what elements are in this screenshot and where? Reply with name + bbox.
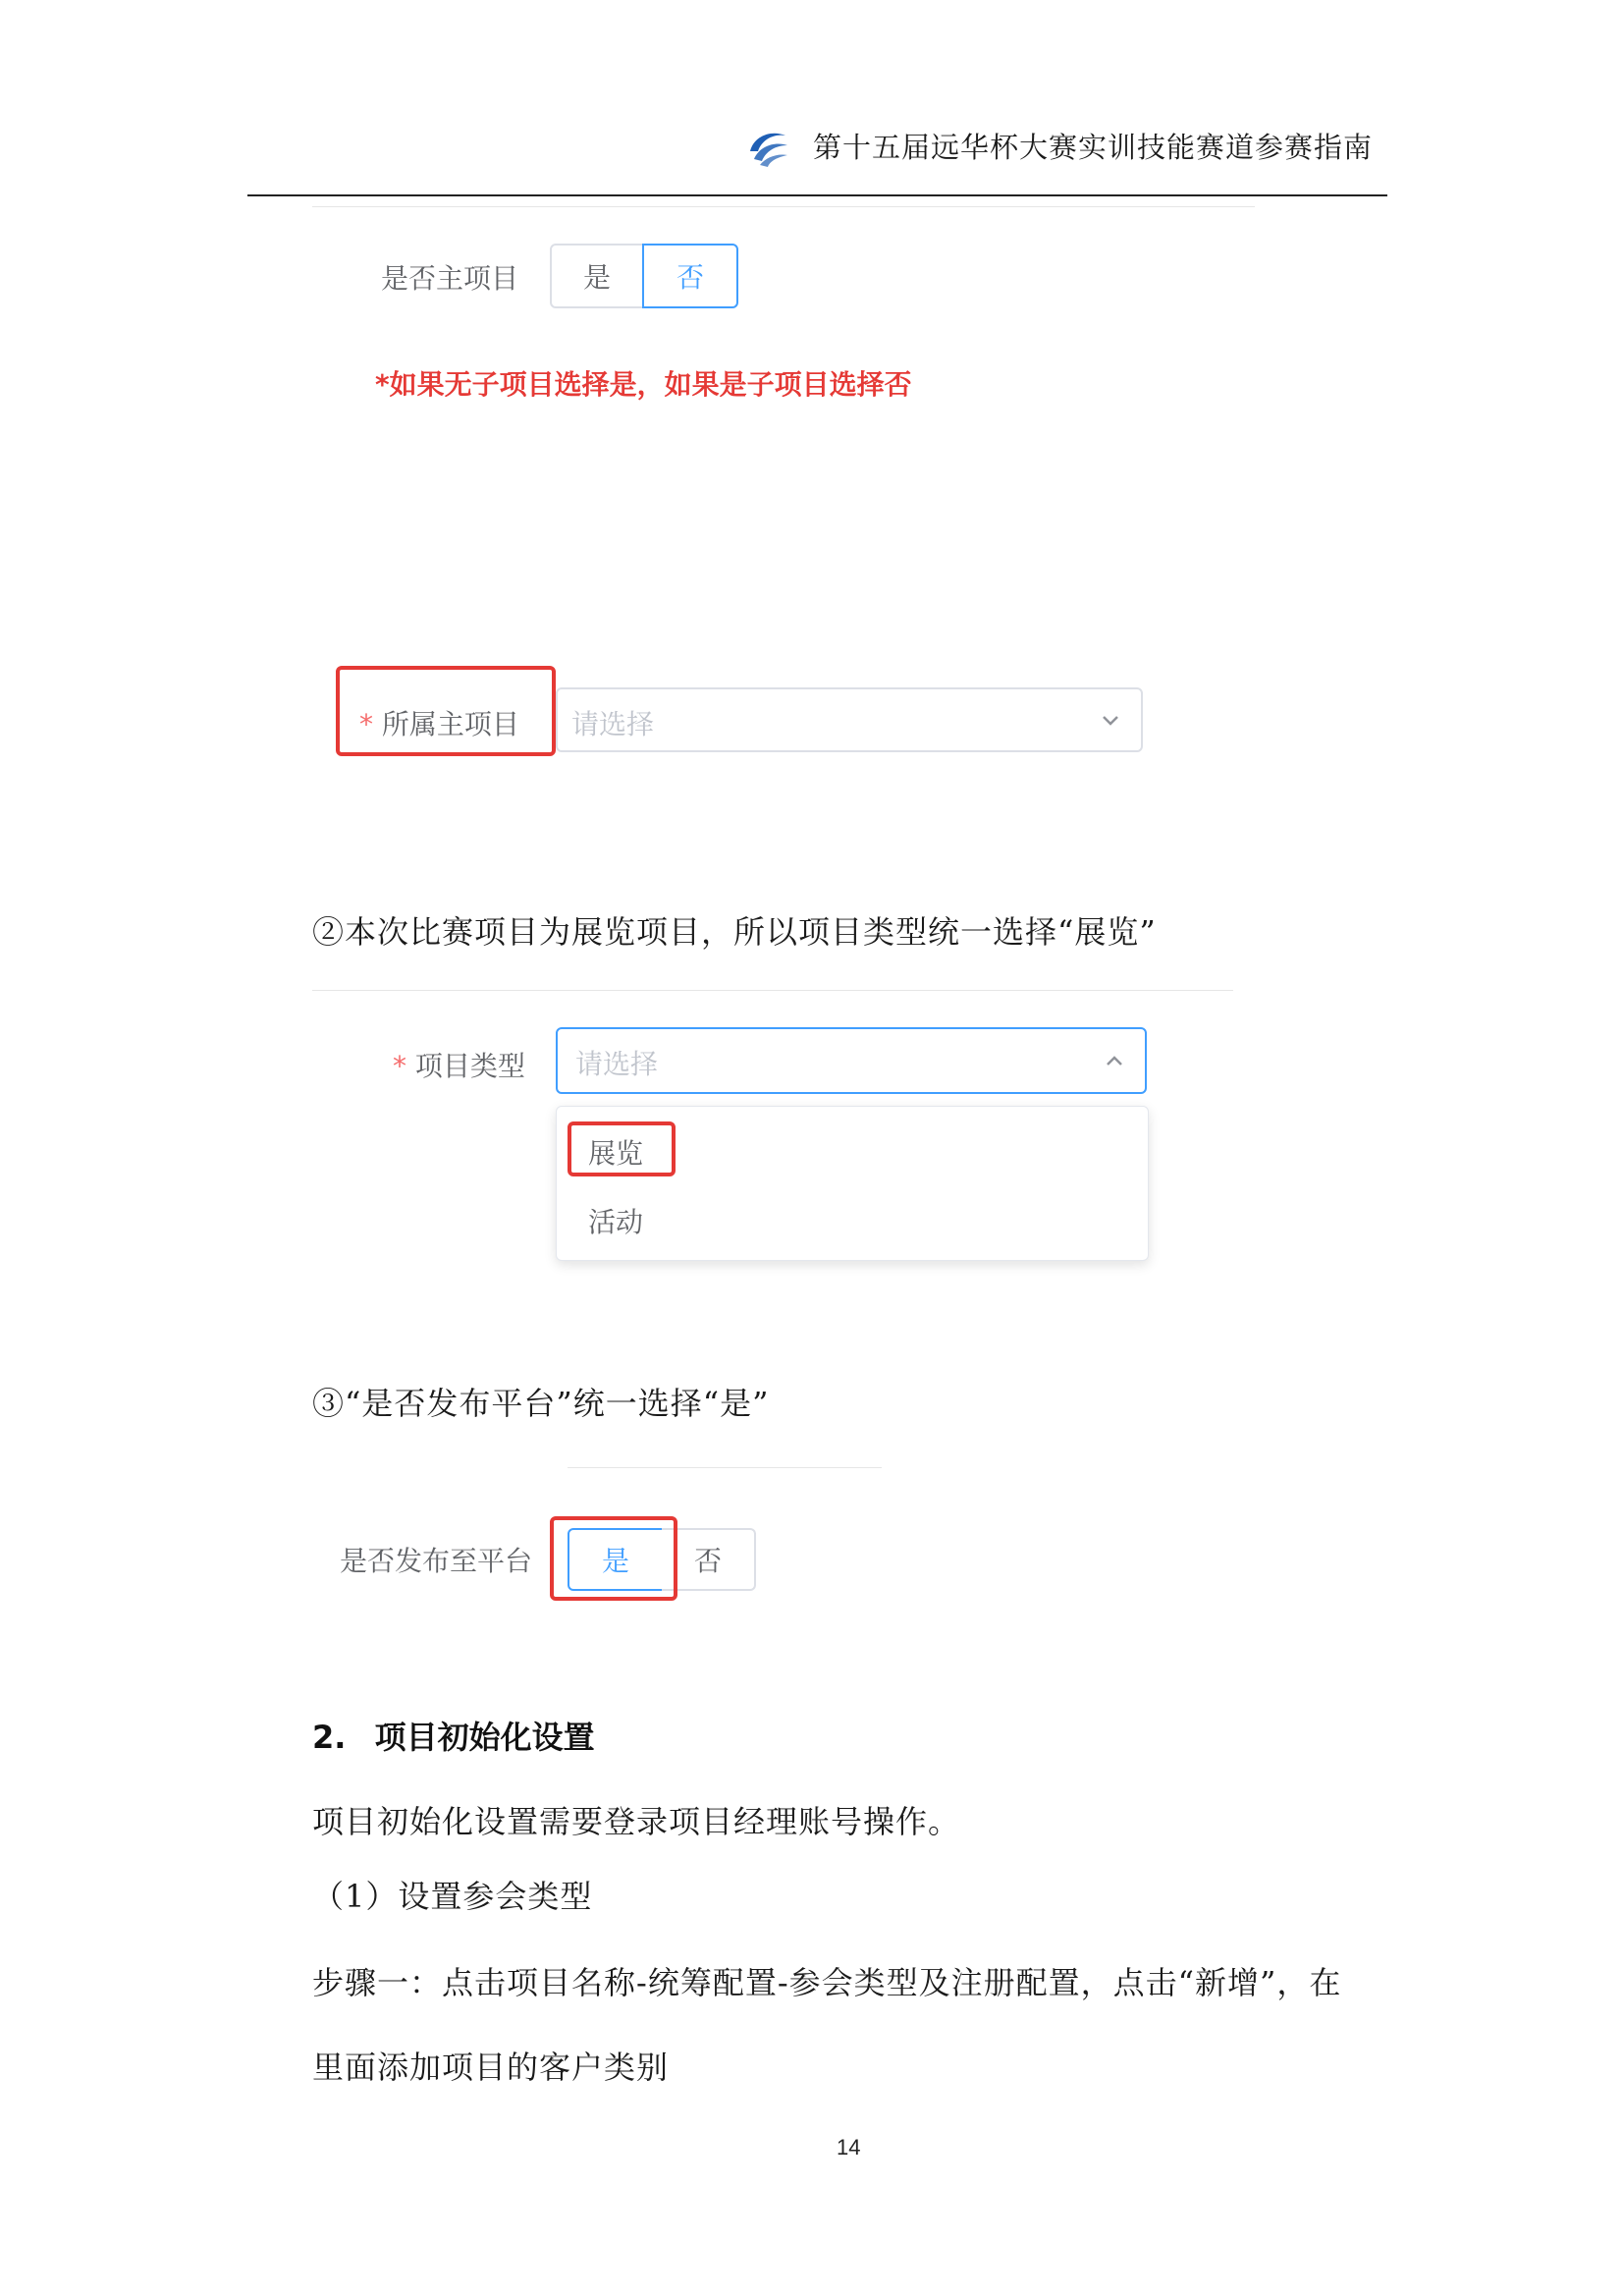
step-1-text-line-1: 步骤一：点击项目名称-统筹配置-参会类型及注册配置，点击“新增”，在 bbox=[312, 1964, 1342, 2001]
header-title: 第十五届远华杯大赛实训技能赛道参赛指南 bbox=[813, 131, 1374, 164]
highlight-box bbox=[550, 1516, 677, 1601]
step-2-text: ②本次比赛项目为展览项目，所以项目类型统一选择“展览” bbox=[312, 913, 1157, 951]
wave-logo-icon bbox=[746, 126, 789, 169]
publish-yes-button[interactable]: 是 bbox=[568, 1528, 664, 1591]
subsection-heading: （1）设置参会类型 bbox=[312, 1878, 593, 1915]
section-number: 2. bbox=[312, 1719, 347, 1756]
section-intro: 项目初始化设置需要登录项目经理账号操作。 bbox=[312, 1803, 961, 1840]
header-divider bbox=[247, 194, 1387, 196]
publish-no-button[interactable]: 否 bbox=[662, 1528, 756, 1591]
required-mark: * bbox=[359, 708, 373, 740]
required-mark: * bbox=[393, 1050, 406, 1082]
chevron-up-icon bbox=[1100, 1051, 1129, 1070]
main-project-no-button[interactable]: 否 bbox=[642, 244, 738, 308]
option-activity[interactable]: 活动 bbox=[588, 1206, 644, 1238]
parent-project-select[interactable] bbox=[556, 687, 1143, 752]
project-type-select[interactable] bbox=[556, 1027, 1147, 1094]
divider bbox=[568, 1467, 882, 1468]
parent-project-label bbox=[359, 703, 519, 742]
main-project-yes-button[interactable]: 是 bbox=[550, 244, 644, 308]
section-heading bbox=[312, 1713, 595, 1758]
option-exhibition[interactable]: 展览 bbox=[588, 1137, 644, 1170]
select-placeholder: 请选择 bbox=[571, 708, 655, 740]
publish-platform-label: 是否发布至平台 bbox=[340, 1545, 533, 1577]
section-title: 项目初始化设置 bbox=[374, 1719, 595, 1756]
highlight-box bbox=[568, 1121, 676, 1176]
select-placeholder: 请选择 bbox=[575, 1048, 659, 1080]
divider bbox=[312, 206, 1255, 207]
project-type-label-text: 项目类型 bbox=[414, 1050, 525, 1082]
divider bbox=[312, 990, 1233, 991]
main-project-label: 是否主项目 bbox=[381, 262, 519, 295]
page-number: 14 bbox=[837, 2135, 861, 2159]
selection-hint: *如果无子项目选择是，如果是子项目选择否 bbox=[375, 368, 912, 401]
chevron-down-icon bbox=[1096, 711, 1125, 731]
step-1-text-line-2: 里面添加项目的客户类别 bbox=[312, 2049, 670, 2086]
parent-project-label-text: 所属主项目 bbox=[381, 708, 519, 740]
project-type-label bbox=[393, 1045, 525, 1084]
step-3-text: ③“是否发布平台”统一选择“是” bbox=[312, 1385, 770, 1422]
